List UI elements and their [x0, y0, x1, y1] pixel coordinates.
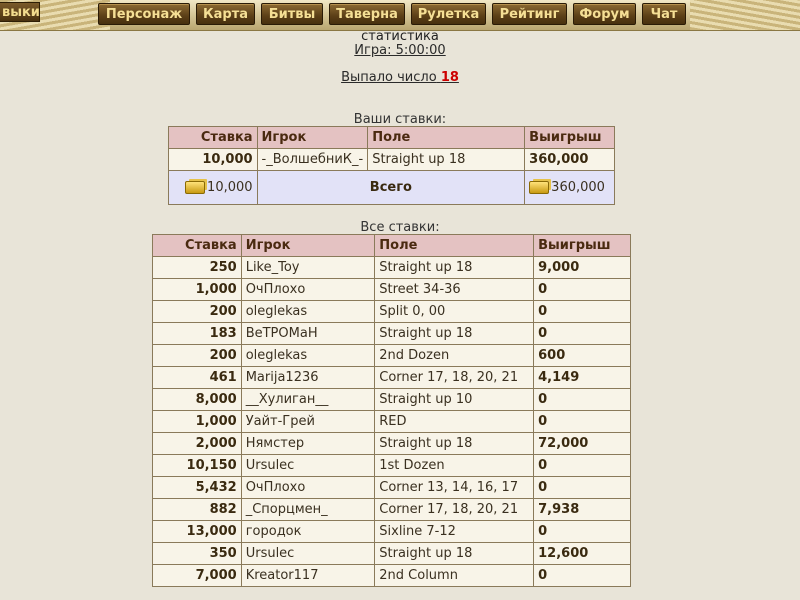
- bet-amount: 882: [153, 499, 242, 521]
- bet-field: Corner 17, 18, 20, 21: [375, 499, 534, 521]
- bet-field: Split 0, 00: [375, 301, 534, 323]
- my-bets-caption: Ваши ставки:: [353, 112, 447, 127]
- win-amount: 0: [534, 411, 631, 433]
- bet-field: Straight up 18: [375, 323, 534, 345]
- player-name: ВеТРОМаН: [241, 323, 375, 345]
- gold-coins-icon: [529, 181, 549, 194]
- all-bets-table: [152, 234, 631, 587]
- win-amount: 600: [534, 345, 631, 367]
- nav-item-tavern[interactable]: Таверна: [329, 3, 405, 25]
- gold-coins-icon: [185, 181, 205, 194]
- bet-field: Street 34-36: [375, 279, 534, 301]
- header-win: Выигрыш: [525, 127, 615, 149]
- player-name: ОчПлохо: [241, 279, 375, 301]
- win-amount: 7,938: [534, 499, 631, 521]
- table-row: [153, 565, 631, 587]
- header-bet: Ставка: [169, 127, 258, 149]
- win-amount: 0: [534, 521, 631, 543]
- nav-item-map[interactable]: Карта: [196, 3, 255, 25]
- stats-link[interactable]: статистика: [361, 29, 439, 44]
- header-player: Игрок: [257, 127, 368, 149]
- player-name: oleglekas: [241, 345, 375, 367]
- win-amount: 0: [534, 301, 631, 323]
- nav-item-rating[interactable]: Рейтинг: [492, 3, 567, 25]
- table-row: [153, 477, 631, 499]
- table-row: [153, 367, 631, 389]
- bet-field: Straight up 18: [375, 257, 534, 279]
- bet-amount: 10,150: [153, 455, 242, 477]
- bet-field: Straight up 18: [375, 543, 534, 565]
- bet-field: Straight up 18: [375, 433, 534, 455]
- bet-field: 1st Dozen: [375, 455, 534, 477]
- total-label: Всего: [257, 171, 525, 205]
- table-row: [153, 521, 631, 543]
- player-name: Уайт-Грей: [241, 411, 375, 433]
- total-bet: 10,000: [207, 180, 253, 195]
- player-name: _Спорцмен_: [241, 499, 375, 521]
- player-name: городок: [241, 521, 375, 543]
- bet-field: Straight up 18: [368, 149, 525, 171]
- win-amount: 0: [534, 389, 631, 411]
- win-amount: 0: [534, 477, 631, 499]
- result-link[interactable]: [341, 70, 459, 85]
- table-row: [153, 301, 631, 323]
- win-amount: 4,149: [534, 367, 631, 389]
- bet-amount: 7,000: [153, 565, 242, 587]
- game-time-link[interactable]: Игра: 5:00:00: [354, 43, 446, 58]
- bet-amount: 250: [153, 257, 242, 279]
- my-bets-total-row: [169, 171, 615, 205]
- bet-field: Straight up 10: [375, 389, 534, 411]
- bet-amount: 200: [153, 345, 242, 367]
- total-win-cell: [525, 171, 615, 205]
- all-bets-header-row: [153, 235, 631, 257]
- nav-item-skills[interactable]: выки: [0, 2, 40, 22]
- win-amount: 0: [534, 455, 631, 477]
- win-amount: 0: [534, 323, 631, 345]
- table-row: [153, 345, 631, 367]
- bet-amount: 200: [153, 301, 242, 323]
- nav-item-chat[interactable]: Чат: [642, 3, 686, 25]
- bet-field: 2nd Dozen: [375, 345, 534, 367]
- bet-amount: 13,000: [153, 521, 242, 543]
- player-name: Ursulec: [241, 455, 375, 477]
- table-row: [153, 323, 631, 345]
- bet-amount: 10,000: [169, 149, 258, 171]
- table-row: [153, 279, 631, 301]
- nav-item-battles[interactable]: Битвы: [261, 3, 323, 25]
- bet-amount: 5,432: [153, 477, 242, 499]
- bet-field: Corner 17, 18, 20, 21: [375, 367, 534, 389]
- player-name: Marija1236: [241, 367, 375, 389]
- header-field: Поле: [375, 235, 534, 257]
- result-label: Выпало число: [341, 70, 437, 85]
- table-row: [153, 389, 631, 411]
- player-name: Ursulec: [241, 543, 375, 565]
- my-bets-table: [168, 126, 615, 205]
- my-bets-header-row: [169, 127, 615, 149]
- player-name: Kreator117: [241, 565, 375, 587]
- player-name: -_ВолшебниК_-: [257, 149, 368, 171]
- win-amount: 360,000: [525, 149, 615, 171]
- nav-item-roulette[interactable]: Рулетка: [411, 3, 486, 25]
- header-field: Поле: [368, 127, 525, 149]
- all-bets-caption: Все ставки:: [360, 220, 440, 235]
- bet-field: Corner 13, 14, 16, 17: [375, 477, 534, 499]
- bet-amount: 1,000: [153, 411, 242, 433]
- top-nav-bar: [0, 0, 800, 31]
- player-name: __Хулиган__: [241, 389, 375, 411]
- win-amount: 9,000: [534, 257, 631, 279]
- bet-field: Sixline 7-12: [375, 521, 534, 543]
- table-row: [153, 411, 631, 433]
- total-win: 360,000: [551, 180, 605, 195]
- result-number: 18: [440, 70, 459, 85]
- nav-item-forum[interactable]: Форум: [573, 3, 636, 25]
- win-amount: 12,600: [534, 543, 631, 565]
- table-row: [153, 433, 631, 455]
- player-name: Like_Toy: [241, 257, 375, 279]
- header-win: Выигрыш: [534, 235, 631, 257]
- win-amount: 0: [534, 279, 631, 301]
- bet-amount: 461: [153, 367, 242, 389]
- table-row: [153, 257, 631, 279]
- player-name: ОчПлохо: [241, 477, 375, 499]
- bet-field: RED: [375, 411, 534, 433]
- table-row: [153, 543, 631, 565]
- win-amount: 72,000: [534, 433, 631, 455]
- header-bet: Ставка: [153, 235, 242, 257]
- nav-item-character[interactable]: Персонаж: [98, 3, 190, 25]
- header-player: Игрок: [241, 235, 375, 257]
- bet-amount: 8,000: [153, 389, 242, 411]
- bet-amount: 1,000: [153, 279, 242, 301]
- total-bet-cell: [169, 171, 258, 205]
- bet-amount: 183: [153, 323, 242, 345]
- nav-wing-right: [690, 0, 800, 30]
- bet-field: 2nd Column: [375, 565, 534, 587]
- win-amount: 0: [534, 565, 631, 587]
- bet-amount: 2,000: [153, 433, 242, 455]
- player-name: oleglekas: [241, 301, 375, 323]
- player-name: Нямстер: [241, 433, 375, 455]
- my-bet-row: [169, 149, 615, 171]
- table-row: [153, 499, 631, 521]
- table-row: [153, 455, 631, 477]
- bet-amount: 350: [153, 543, 242, 565]
